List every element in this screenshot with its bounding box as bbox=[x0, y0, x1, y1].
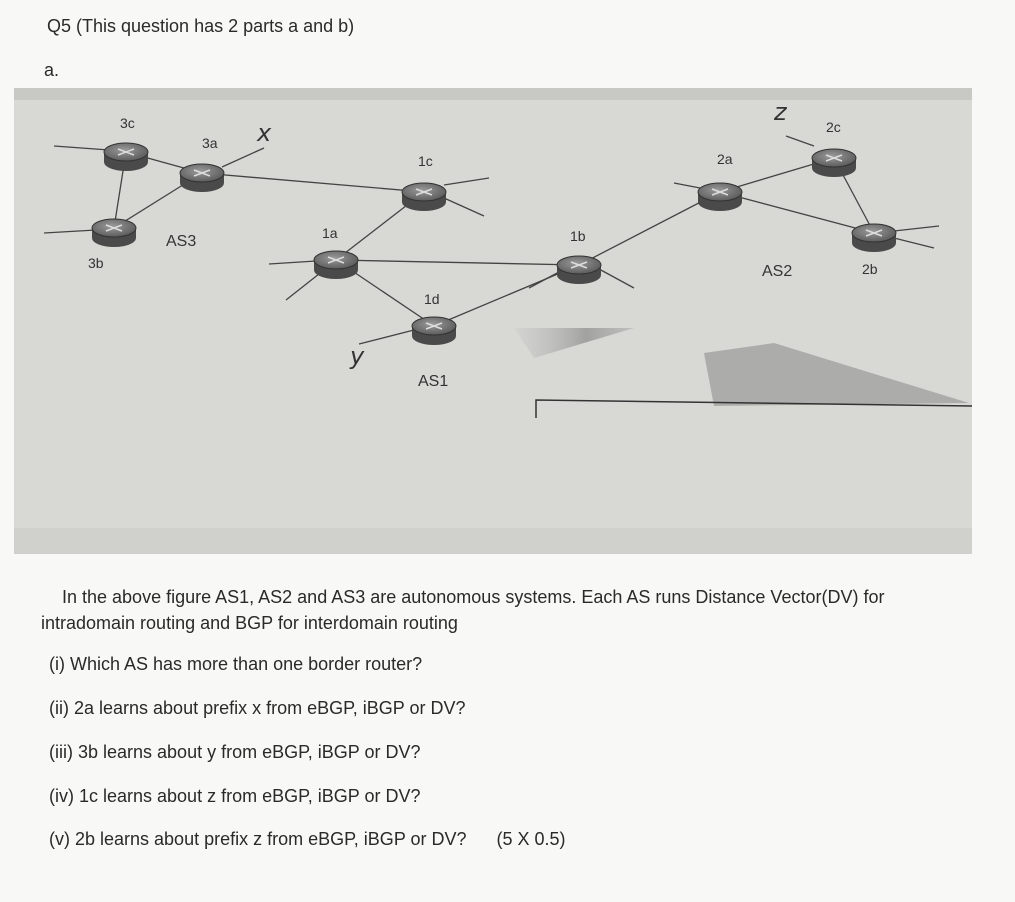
question-v: (v) 2b learns about prefix z from eBGP, iBGP or DV? bbox=[49, 829, 467, 849]
prefix-x-label: x bbox=[257, 119, 272, 147]
label-as2: AS2 bbox=[762, 263, 793, 280]
router-3b bbox=[92, 219, 136, 247]
router-2b bbox=[852, 224, 896, 252]
question-iii: (iii) 3b learns about y from eBGP, iBGP or DV? bbox=[49, 742, 421, 762]
label-2a: 2a bbox=[717, 151, 733, 167]
network-figure bbox=[14, 88, 972, 554]
router-1d bbox=[412, 317, 456, 345]
network-diagram bbox=[14, 88, 972, 554]
question-heading: Q5 (This question has 2 parts a and b) bbox=[47, 16, 355, 36]
question-iv: (iv) 1c learns about z from eBGP, iBGP or DV? bbox=[49, 786, 421, 806]
router-1b bbox=[557, 256, 601, 284]
part-a-label: a. bbox=[44, 60, 60, 80]
question-i: (i) Which AS has more than one border router? bbox=[49, 654, 423, 674]
label-1b: 1b bbox=[570, 228, 586, 244]
router-1c bbox=[402, 183, 446, 211]
router-3c bbox=[104, 143, 148, 171]
label-1c: 1c bbox=[418, 153, 433, 169]
label-as1: AS1 bbox=[418, 373, 449, 390]
question-ii: (ii) 2a learns about prefix x from eBGP, iBGP or DV? bbox=[49, 698, 466, 718]
intro-paragraph: In the above figure AS1, AS2 and AS3 are autonomous systems. Each AS runs Distance Vector(DV) for intradomain routing and BGP for interdomain routing bbox=[41, 587, 885, 633]
label-1a: 1a bbox=[322, 225, 338, 241]
prefix-y-label: y bbox=[350, 342, 365, 370]
figure-top-edge bbox=[14, 88, 972, 100]
label-2b: 2b bbox=[862, 261, 878, 277]
figure-bottom-edge bbox=[14, 528, 972, 554]
router-3a bbox=[180, 164, 224, 192]
label-as3: AS3 bbox=[166, 233, 197, 250]
router-2c bbox=[812, 149, 856, 177]
marks-label: (5 X 0.5) bbox=[496, 829, 566, 849]
router-1a bbox=[314, 251, 358, 279]
label-3b: 3b bbox=[88, 255, 104, 271]
router-2a bbox=[698, 183, 742, 211]
prefix-z-label: z bbox=[774, 98, 787, 126]
question-v-row bbox=[49, 829, 566, 850]
label-3a: 3a bbox=[202, 135, 218, 151]
label-2c: 2c bbox=[826, 119, 841, 135]
label-3c: 3c bbox=[120, 115, 135, 131]
label-1d: 1d bbox=[424, 291, 440, 307]
